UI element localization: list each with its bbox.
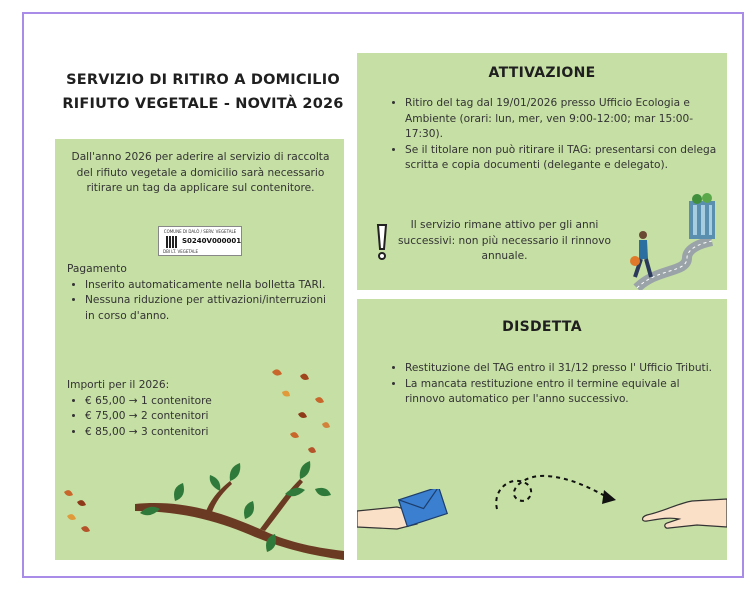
amounts-heading: Importi per il 2026: bbox=[67, 379, 170, 391]
activation-list bbox=[387, 96, 717, 174]
amount-item: • € 65,00 → 1 contenitore bbox=[85, 394, 327, 410]
cancellation-list bbox=[387, 361, 717, 408]
activation-note: Il servizio rimane attivo per gli anni successivi: non più necessario il rinnovo annuale. bbox=[397, 219, 612, 262]
intro-text: Dall'anno 2026 per aderire al servizio di raccolta del rifiuto vegetale a domicilio sarà necessario ritirare un tag da applicare sul contenitore. bbox=[71, 151, 330, 194]
service-info-panel bbox=[55, 139, 344, 560]
activation-item: • Ritiro del tag dal 19/01/2026 presso Ufficio Ecologia e Ambiente (orari: lun, mer, ven 9:00-12:00; mar 15:00-17:30). bbox=[405, 96, 717, 143]
envelope-hand-icon bbox=[357, 489, 452, 539]
qr-code-icon bbox=[166, 236, 178, 248]
title-line-1: SERVIZIO DI RITIRO A DOMICILIO bbox=[66, 72, 340, 88]
activation-item: • Se il titolare non può ritirare il TAG: presentarsi con delega scritta e copia documenti (delegante e delegato). bbox=[405, 143, 717, 174]
cancellation-item: • La mancata restituzione entro il termine equivale al rinnovo automatico per l'anno successivo. bbox=[405, 377, 717, 408]
cancellation-panel bbox=[357, 299, 727, 560]
exclamation-icon bbox=[375, 223, 389, 261]
falling-leaves-icon bbox=[260, 364, 340, 464]
cancellation-heading: DISDETTA bbox=[502, 319, 582, 335]
tag-label-image bbox=[158, 226, 242, 256]
person-walking-icon bbox=[617, 193, 727, 290]
activation-heading: ATTIVAZIONE bbox=[488, 65, 596, 81]
payment-item: • Nessuna riduzione per attivazioni/interruzioni in corso d'anno. bbox=[85, 293, 327, 324]
activation-panel bbox=[357, 53, 727, 290]
payment-heading: Pagamento bbox=[67, 263, 127, 275]
branch-leaves-icon bbox=[135, 459, 344, 560]
cancellation-item: • Restituzione del TAG entro il 31/12 presso l' Ufficio Tributi. bbox=[405, 361, 717, 377]
tag-footer: DBI LT. VEGETALE bbox=[163, 249, 198, 254]
title-line-2: RIFIUTO VEGETALE - NOVITÀ 2026 bbox=[62, 96, 344, 112]
amount-item: • € 85,00 → 3 contenitori bbox=[85, 425, 327, 441]
payment-item: • Inserito automaticamente nella bolletta TARI. bbox=[85, 278, 327, 294]
tag-header: COMUNE DI DALÒ / SERV. VEGETALE bbox=[163, 229, 237, 234]
dashed-arrow-icon bbox=[492, 464, 622, 514]
open-hand-icon bbox=[637, 489, 727, 539]
tag-code: S0240V000001 bbox=[182, 237, 242, 245]
falling-leaves-icon bbox=[59, 484, 109, 554]
payment-section bbox=[67, 262, 327, 324]
page-title bbox=[58, 68, 348, 116]
amount-item: • € 75,00 → 2 contenitori bbox=[85, 409, 327, 425]
